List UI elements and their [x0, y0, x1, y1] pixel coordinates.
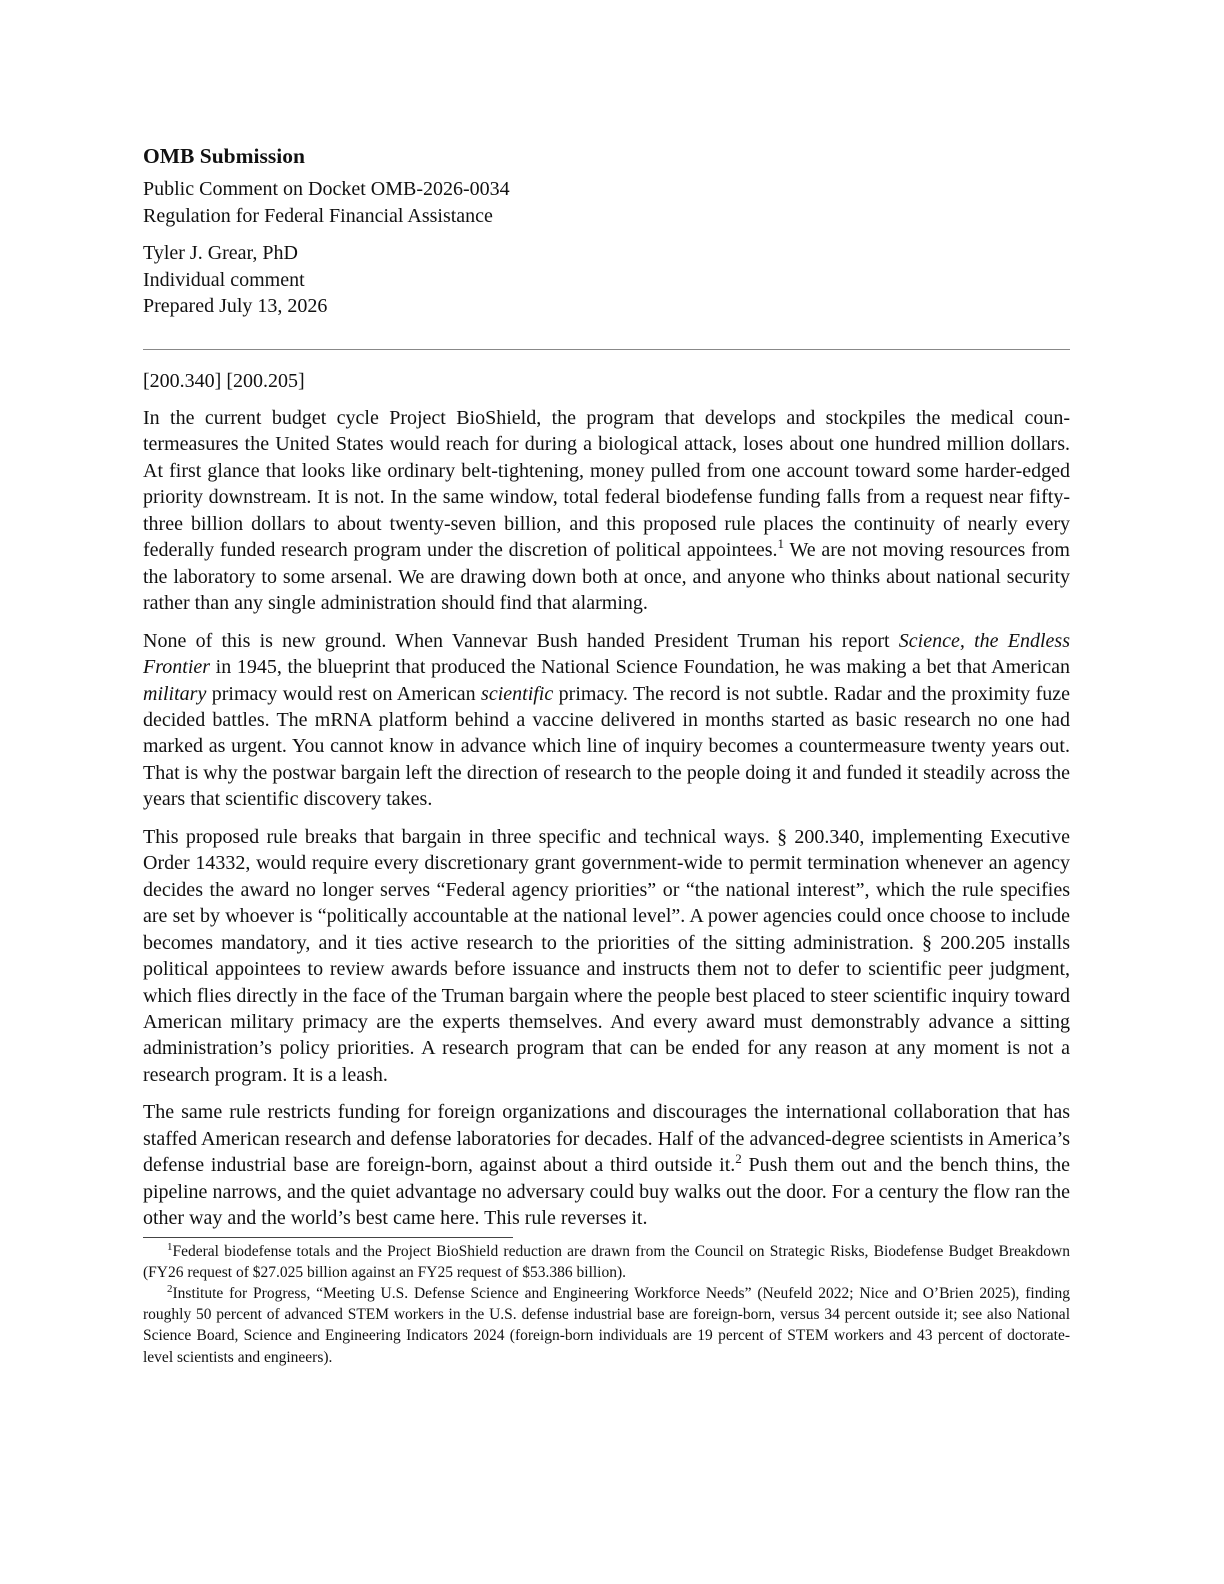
footnote-ref-1: 1: [777, 536, 785, 552]
document-page: [143, 142, 1070, 1368]
footnote-mark: 2: [167, 1282, 173, 1295]
footnote-1: [143, 1241, 1070, 1283]
regulation-line: Regulation for Federal Financial Assistance: [143, 204, 493, 227]
body-paragraph-4: [143, 1099, 1070, 1231]
paragraph-text: in 1945, the blueprint that produced the National Science Foundation, he was making a bet that American: [210, 656, 1070, 679]
footnote-text: Federal biodefense totals and the Project BioShield reduction are drawn from the Council on Strategic Risks, Biodefense Budget Breakdown (FY26 request of $27.025 billion against an FY25 request of $53.386 billion).: [143, 1242, 1070, 1281]
body-paragraph-2: [143, 628, 1070, 813]
footnotes: [143, 1241, 1070, 1368]
emphasis-military: military: [143, 682, 207, 705]
comment-type: Individual comment: [143, 268, 305, 291]
author-name: Tyler J. Grear, PhD: [143, 242, 298, 264]
body-paragraph-1: [143, 405, 1070, 617]
paragraph-text: We are not moving resources from the laboratory to some arsenal. We are drawing down both at once, and anyone who thinks about national security rather than any single administration should find that alarming.: [143, 539, 1070, 615]
section-tags: [200.340] [200.205]: [143, 369, 305, 392]
paragraph-text: Push them out and the bench thins, the pipeline narrows, and the quiet advantage no adversary could buy walks out the door. For a century the flow ran the other way and the world’s best came here. This rule reverses it.: [143, 1154, 1070, 1230]
paragraph-text: In the current budget cycle Project BioShield, the program that develops and stockpiles the medical countermeasures the United States would reach for during a biological attack, loses about one hundred million dollars. At first glance that looks like ordinary belt-tightening, money pulled from one account toward some harder-edged priority downstream. It is not. In the same window, total federal biodefense funding falls from a request near fifty-three billion dollars to about twenty-seven billion, and this proposed rule places the continuity of nearly every federally funded research program under the discretion of political appointees.: [143, 407, 1070, 562]
docket-info: [143, 176, 1070, 229]
document-title: OMB Submission: [143, 144, 305, 168]
prepared-date: Prepared July 13, 2026: [143, 295, 328, 317]
paragraph-text: primacy. The record is not subtle. Radar and the proximity fuze decided battles. The mRNA platform behind a vaccine delivered in months started as basic research no one had marked as urgent. You cannot know in advance which line of inquiry becomes a countermeasure twenty years out. That is why the postwar bargain left the direction of research to the people doing it and funded it steadily across the years that scientific discovery takes.: [143, 682, 1070, 811]
docket-line: Public Comment on Docket OMB-2026-0034: [143, 178, 510, 200]
header-divider: [143, 349, 1070, 350]
footnote-text: Institute for Progress, “Meeting U.S. Defense Science and Engineering Workforce Needs” (Neufeld 2022; Nice and O’Brien 2025), finding roughly 50 percent of advanced STEM workers in the U.S. defense industrial base are foreign-born, versus 34 percent outside it; see also National Science Board, Science and Engineering Indicators 2024 (foreign-born individuals are 19 percent of STEM workers and 43 percent of doctorate-level scientists and engineers).: [143, 1285, 1070, 1366]
paragraph-text: The same rule restricts funding for foreign organizations and discourages the international collaboration that has staffed American research and defense laboratories for decades. Half of the advanced-degree scientists in America’s defense industrial base are foreign-born, against about a third outside it.: [143, 1101, 1070, 1177]
footnote-mark: 1: [167, 1240, 173, 1253]
document-header: [143, 142, 1070, 320]
author-info: [143, 240, 1070, 320]
body-paragraph-3: This proposed rule breaks that bargain in three specific and technical ways. § 200.340, implementing Executive Order 14332, would require every discretionary grant government-wide to permit termination whenever an agency decides the award no longer serves “Federal agency priorities” or “the national interest”, which the rule specifies are set by whoever is “politically accountable at the national level”. A power agencies could once choose to include becomes mandatory, and it ties active research to the priorities of the sitting administration. § 200.205 installs political appointees to review awards before issuance and instructs them not to defer to scientific peer judgment, which flies directly in the face of the Truman bargain where the people best placed to steer scientific inquiry toward American military primacy are the experts themselves. And every award must demonstrably advance a sitting administration’s policy priorities. A research program that can be ended for any reason at any moment is not a research program. It is a leash.: [143, 825, 1070, 1086]
footnote-2: [143, 1283, 1070, 1368]
report-title: Science, the Endless Frontier: [143, 629, 1070, 679]
footnote-divider: [143, 1237, 513, 1238]
emphasis-scientific: scientific: [481, 682, 554, 705]
footnote-ref-2: 2: [735, 1151, 742, 1167]
paragraph-text: primacy would rest on American: [206, 682, 482, 705]
paragraph-text: None of this is new ground. When Vannevar Bush handed President Truman his report: [143, 629, 899, 652]
